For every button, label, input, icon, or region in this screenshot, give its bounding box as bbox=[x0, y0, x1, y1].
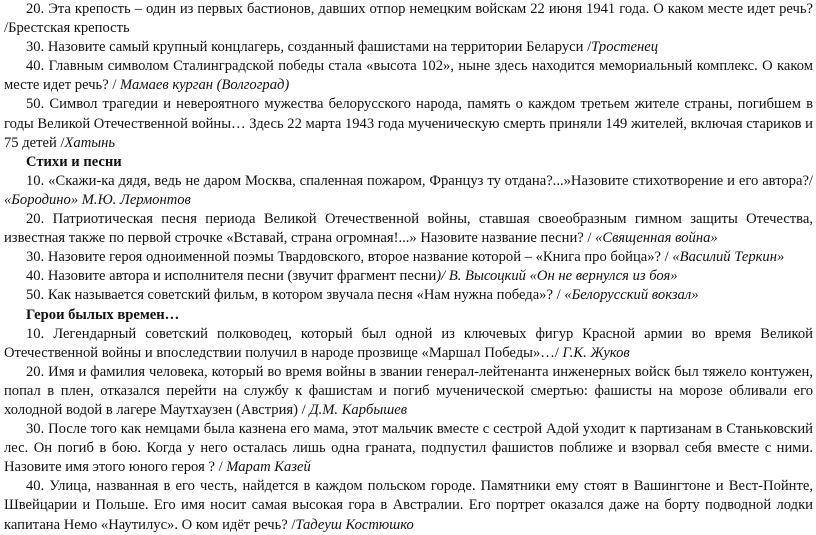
question-paragraph bbox=[4, 477, 813, 534]
answer-text: «Белорусский вокзал» bbox=[564, 287, 699, 304]
answer-text: Тростенец bbox=[591, 39, 658, 56]
question-paragraph bbox=[4, 286, 813, 305]
answer-text: «Бородино» М.Ю. Лермонтов bbox=[4, 191, 191, 208]
question-text: 10. Легендарный советский полководец, который был одной из ключевых фигур Красной армии во время Великой Отечественной войны и впоследствии получил в народе прозвище «Маршал Победы»…/ bbox=[4, 325, 813, 361]
answer-text: Хатынь bbox=[64, 134, 116, 151]
answer-text: )/ В. Высоцкий «Он не вернулся из боя» bbox=[436, 268, 678, 285]
question-text: 20. Эта крепость – один из первых бастионов, давших отпор немецким войскам 22 июня 1941 года. О каком месте идет речь? / bbox=[4, 1, 813, 37]
question-text: 40. Назовите автора и исполнителя песни (звучит фрагмент песни bbox=[26, 268, 437, 285]
section-heading: Стихи и песни bbox=[26, 153, 122, 170]
answer-text: «Священная война» bbox=[595, 230, 718, 247]
question-paragraph bbox=[4, 210, 813, 248]
question-text: 30. Назовите самый крупный концлагерь, созданный фашистами на территории Беларуси / bbox=[26, 39, 592, 56]
question-paragraph bbox=[4, 420, 813, 477]
question-paragraph bbox=[4, 248, 813, 267]
answer-text: Мамаев курган (Волгоград) bbox=[120, 77, 290, 94]
question-paragraph bbox=[4, 325, 813, 363]
answer-text: Д.М. Карбышев bbox=[309, 401, 408, 418]
question-paragraph bbox=[4, 172, 813, 210]
question-text: 30. После того как немцами была казнена его мама, этот мальчик вместе с сестрой Адой уходит к партизанам в Станьковский лес. Он погиб в бою. Когда у него осталась лишь одна граната, подпустил фашистов поближе и взорвал себя вместе с ними. Назовите имя этого юного героя ? / bbox=[4, 421, 813, 476]
answer-text: Тадеуш Костюшко bbox=[295, 516, 414, 533]
question-text: 40. Главным символом Сталинградской победы стала «высота 102», ныне здесь находится мемориальный комплекс. О каком месте идет речь? / bbox=[4, 58, 813, 94]
question-text: 40. Улица, названная в его честь, найдется в каждом польском городе. Памятники ему стоят в Вашингтоне и Вест-Пойнте, Швейцарии и Польше. Его имя носит самая высокая гора в Австралии. Его портрет оказался даже на борту подводной лодки капитана Немо «Наутилус». О ком идёт речь? / bbox=[4, 478, 813, 533]
answer-text: Г.К. Жуков bbox=[562, 344, 630, 361]
answer-text: Брестская крепость bbox=[8, 20, 130, 37]
question-text: 50. Как называется советский фильм, в котором звучала песня «Нам нужна победа»? / bbox=[26, 287, 565, 304]
question-paragraph bbox=[4, 38, 813, 57]
section-heading: Герои былых времен… bbox=[26, 306, 180, 323]
question-text: 50. Символ трагедии и невероятного мужества белорусского народа, память о каждом третьем жителе страны, погибшем в годы Великой Отечественной войны… Здесь 22 марта 1943 года мученическую смерть приняли 149 жителей, включая стариков и 75 детей / bbox=[4, 96, 813, 151]
question-text: 10. «Скажи-ка дядя, ведь не даром Москва, спаленная пожаром, Француз ту отдана?...»Назовите стихотворение и его автора?/ bbox=[26, 172, 813, 189]
question-text: 30. Назовите героя одноименной поэмы Твардовского, второе название которой – «Книга про бойца»? / bbox=[26, 249, 673, 266]
question-text: 20. Имя и фамилия человека, который во время войны в звании генерал-лейтенанта инженерных войск был тяжело контужен, попал в плен, отказался перейти на службу к фашистам и погиб мученической смертью: фашисты на морозе обливали его холодной водой в лагере Маутхаузен (Австрия) / bbox=[4, 363, 813, 418]
question-text: 20. Патриотическая песня периода Великой Отечественной войны, ставшая своеобразным гимном защиты Отечества, известная также по первой строчке «Вставай, страна огромная!...» Назовите название песни? / bbox=[4, 211, 813, 247]
answer-text: Марат Казей bbox=[226, 459, 311, 476]
question-paragraph bbox=[4, 0, 813, 38]
question-paragraph bbox=[4, 267, 813, 286]
question-paragraph bbox=[4, 95, 813, 152]
question-paragraph bbox=[4, 363, 813, 420]
answer-text: «Василий Теркин» bbox=[672, 249, 785, 266]
question-paragraph bbox=[4, 57, 813, 95]
